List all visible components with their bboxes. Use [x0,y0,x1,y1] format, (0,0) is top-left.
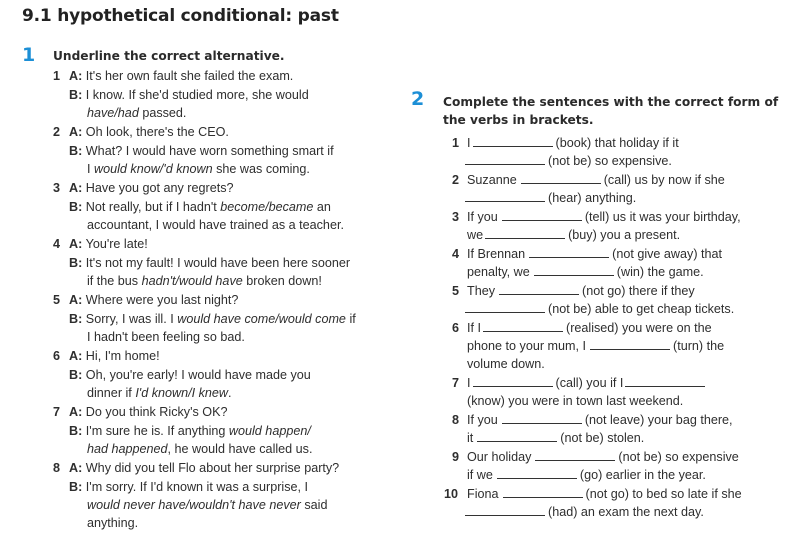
ex1-item-8-b2 [87,496,327,514]
line-text: an [313,200,331,214]
alternative-option[interactable]: I'd known/I knew [135,386,229,400]
ex2-item-8-l1 [452,411,733,429]
line-text: , he would have called us. [167,442,313,456]
line-text: If I [467,321,481,335]
speaker-a: A: [69,125,83,139]
item-number: 1 [53,69,61,83]
line-text: (buy) you a present. [568,228,681,242]
item-number: 1 [452,136,460,150]
ex1-item-7-b [69,422,311,440]
speaker-b: B: [69,144,83,158]
item-number: 3 [53,181,61,195]
line-text: . [228,386,232,400]
ex1-item-2-b2 [87,160,310,178]
ex1-item-6-a [53,347,160,365]
ex1-item-6-b2 [87,384,232,402]
line-text: penalty, we [467,265,530,279]
line-text: If Brennan [467,247,526,261]
ex1-item-1-b2 [87,104,186,122]
answer-blank[interactable] [465,300,545,313]
speaker-b: B: [69,368,83,382]
speaker-a: A: [69,69,83,83]
line-text: (had) an exam the next day. [548,505,704,519]
ex2-item-6-l1 [452,319,712,337]
line-text: (not be) so expensive. [548,154,672,168]
line-text: Fiona [467,487,499,501]
item-number: 7 [53,405,61,419]
ex1-item-7-b2 [87,440,312,458]
line-text: anything. [87,516,139,530]
line-text: I hadn't been feeling so bad. [87,330,245,344]
ex2-item-9-l1 [452,448,739,466]
line-text: Suzanne [467,173,517,187]
answer-blank[interactable] [473,134,553,147]
line-text: Where were you last night? [85,293,239,307]
line-text: dinner if [87,386,136,400]
item-number: 3 [452,210,460,224]
ex2-item-10-l2 [465,503,704,521]
alternative-option[interactable]: would have come/would come [177,312,346,326]
line-text: (tell) us it was your birthday, [584,210,741,224]
line-text: Sorry, I was ill. I [85,312,178,326]
ex2-item-7-l1 [452,374,708,392]
page-title: 9.1 hypothetical conditional: past [22,6,339,26]
answer-blank[interactable] [499,282,579,295]
ex2-item-1-l1 [452,134,679,152]
ex1-item-1-b [69,86,309,104]
line-text: if we [467,468,493,482]
answer-blank[interactable] [485,226,565,239]
ex2-item-1-l2 [465,152,672,170]
ex2-item-5-l2 [465,300,734,318]
ex2-item-4-l2 [467,263,704,281]
ex1-item-4-b [69,254,350,272]
line-text: I'm sorry. If I'd known it was a surprise, I [85,480,309,494]
line-text: I [467,136,471,150]
ex2-item-3-l1 [452,208,741,226]
line-text: Our holiday [467,450,532,464]
exercise-2-instruction-line-1: Complete the sentences with the correct form of [443,95,779,109]
line-text: They [467,284,495,298]
answer-blank[interactable] [465,152,545,165]
alternative-option[interactable]: hadn't/would have [141,274,243,288]
speaker-a: A: [69,237,83,251]
ex1-item-1-a [53,67,293,85]
line-text: Have you got any regrets? [85,181,234,195]
exercise-2-instruction-line-2: the verbs in brackets. [443,113,594,127]
line-text: (hear) anything. [548,191,637,205]
item-number: 6 [452,321,460,335]
answer-blank[interactable] [625,374,705,387]
item-number: 9 [452,450,460,464]
answer-blank[interactable] [473,374,553,387]
speaker-a: A: [69,405,83,419]
line-text: phone to your mum, I [467,339,587,353]
line-text: we [467,228,484,242]
line-text: It's her own fault she failed the exam. [85,69,294,83]
alternative-option[interactable]: would happen/ [228,424,311,438]
line-text: (not go) to bed so late if she [585,487,742,501]
ex1-item-8-b [69,478,308,496]
answer-blank[interactable] [502,411,582,424]
line-text: (not give away) that [612,247,723,261]
line-text: Oh, you're early! I would have made you [85,368,311,382]
answer-blank[interactable] [497,466,577,479]
line-text: broken down! [242,274,322,288]
line-text: I [467,376,471,390]
line-text: she was coming. [212,162,310,176]
speaker-a: A: [69,181,83,195]
speaker-a: A: [69,293,83,307]
item-number: 2 [452,173,460,187]
line-text: Hi, I'm home! [85,349,160,363]
ex2-item-2-l2 [465,189,636,207]
alternative-option[interactable]: would never have/wouldn't have never [87,498,301,512]
line-text: I [87,162,94,176]
line-text: it [467,431,474,445]
ex1-item-2-b [69,142,334,160]
ex1-item-4-a [53,235,148,253]
ex2-item-10-l1 [444,485,742,503]
line-text: (not be) so expensive [618,450,739,464]
line-text: if the bus [87,274,142,288]
item-number: 2 [53,125,61,139]
line-text: volume down. [467,357,545,371]
ex1-item-2-a [53,123,229,141]
line-text: If you [467,210,498,224]
ex1-item-8-a [53,459,339,477]
answer-blank[interactable] [503,485,583,498]
speaker-b: B: [69,480,83,494]
ex2-item-8-l2 [467,429,644,447]
ex1-item-7-a [53,403,227,421]
answer-blank[interactable] [477,429,557,442]
answer-blank[interactable] [534,263,614,276]
ex1-item-6-b [69,366,311,384]
line-text: (not be) able to get cheap tickets. [548,302,735,316]
speaker-a: A: [69,349,83,363]
line-text: said [300,498,328,512]
answer-blank[interactable] [465,503,545,516]
answer-blank[interactable] [465,189,545,202]
answer-blank[interactable] [529,245,609,258]
line-text: Oh look, there's the CEO. [85,125,229,139]
ex2-item-3-l2 [467,226,680,244]
line-text: if [345,312,356,326]
line-text: Not really, but if I hadn't [85,200,221,214]
answer-blank[interactable] [502,208,582,221]
speaker-b: B: [69,88,83,102]
line-text: I'm sure he is. If anything [85,424,229,438]
exercise-1-instruction: Underline the correct alternative. [53,49,285,63]
ex2-item-4-l1 [452,245,722,263]
ex2-item-2-l1 [452,171,725,189]
ex2-item-5-l1 [452,282,695,300]
line-text: (not go) there if they [582,284,695,298]
ex1-item-3-b2 [87,216,344,234]
item-number: 7 [452,376,460,390]
ex2-item-9-l2 [467,466,706,484]
alternative-option[interactable]: had happened [87,442,168,456]
line-text: You're late! [85,237,148,251]
ex1-item-3-b [69,198,331,216]
line-text: What? I would have worn something smart if [85,144,334,158]
ex1-item-5-b2 [87,328,245,346]
ex2-item-6-l2 [467,337,724,355]
line-text: (know) you were in town last weekend. [467,394,684,408]
item-number: 5 [452,284,460,298]
line-text: (book) that holiday if it [555,136,679,150]
line-text: (call) you if I [555,376,624,390]
alternative-option[interactable]: become/became [220,200,314,214]
answer-blank[interactable] [535,448,615,461]
item-number: 8 [53,461,61,475]
speaker-b: B: [69,312,83,326]
ex1-item-5-b [69,310,356,328]
answer-blank[interactable] [590,337,670,350]
speaker-b: B: [69,256,83,270]
ex2-item-7-l2 [467,392,683,410]
line-text: passed. [138,106,187,120]
line-text: (realised) you were on the [566,321,712,335]
ex1-item-3-a [53,179,234,197]
item-number: 6 [53,349,61,363]
ex2-item-6-l3 [467,355,545,373]
answer-blank[interactable] [521,171,601,184]
line-text: (not leave) your bag there, [584,413,733,427]
line-text: I know. If she'd studied more, she would [85,88,309,102]
line-text: (go) earlier in the year. [579,468,706,482]
line-text: If you [467,413,498,427]
alternative-option[interactable]: would know/'d known [94,162,213,176]
ex1-item-4-b2 [87,272,322,290]
line-text: (turn) the [673,339,725,353]
line-text: (win) the game. [616,265,704,279]
line-text: It's not my fault! I would have been here sooner [85,256,351,270]
item-number: 8 [452,413,460,427]
item-number: 10 [444,487,459,501]
line-text: Why did you tell Flo about her surprise party? [85,461,340,475]
exercise-1-number: 1 [22,44,36,66]
line-text: accountant, I would have trained as a teacher. [87,218,344,232]
alternative-option[interactable]: have/had [87,106,139,120]
line-text: Do you think Ricky's OK? [85,405,228,419]
speaker-a: A: [69,461,83,475]
ex1-item-8-b3 [87,514,138,532]
item-number: 4 [53,237,61,251]
line-text: (call) us by now if she [603,173,725,187]
ex1-item-5-a [53,291,238,309]
answer-blank[interactable] [483,319,563,332]
item-number: 5 [53,293,61,307]
speaker-b: B: [69,200,83,214]
speaker-b: B: [69,424,83,438]
item-number: 4 [452,247,460,261]
exercise-2-number: 2 [411,88,425,110]
line-text: (not be) stolen. [560,431,645,445]
